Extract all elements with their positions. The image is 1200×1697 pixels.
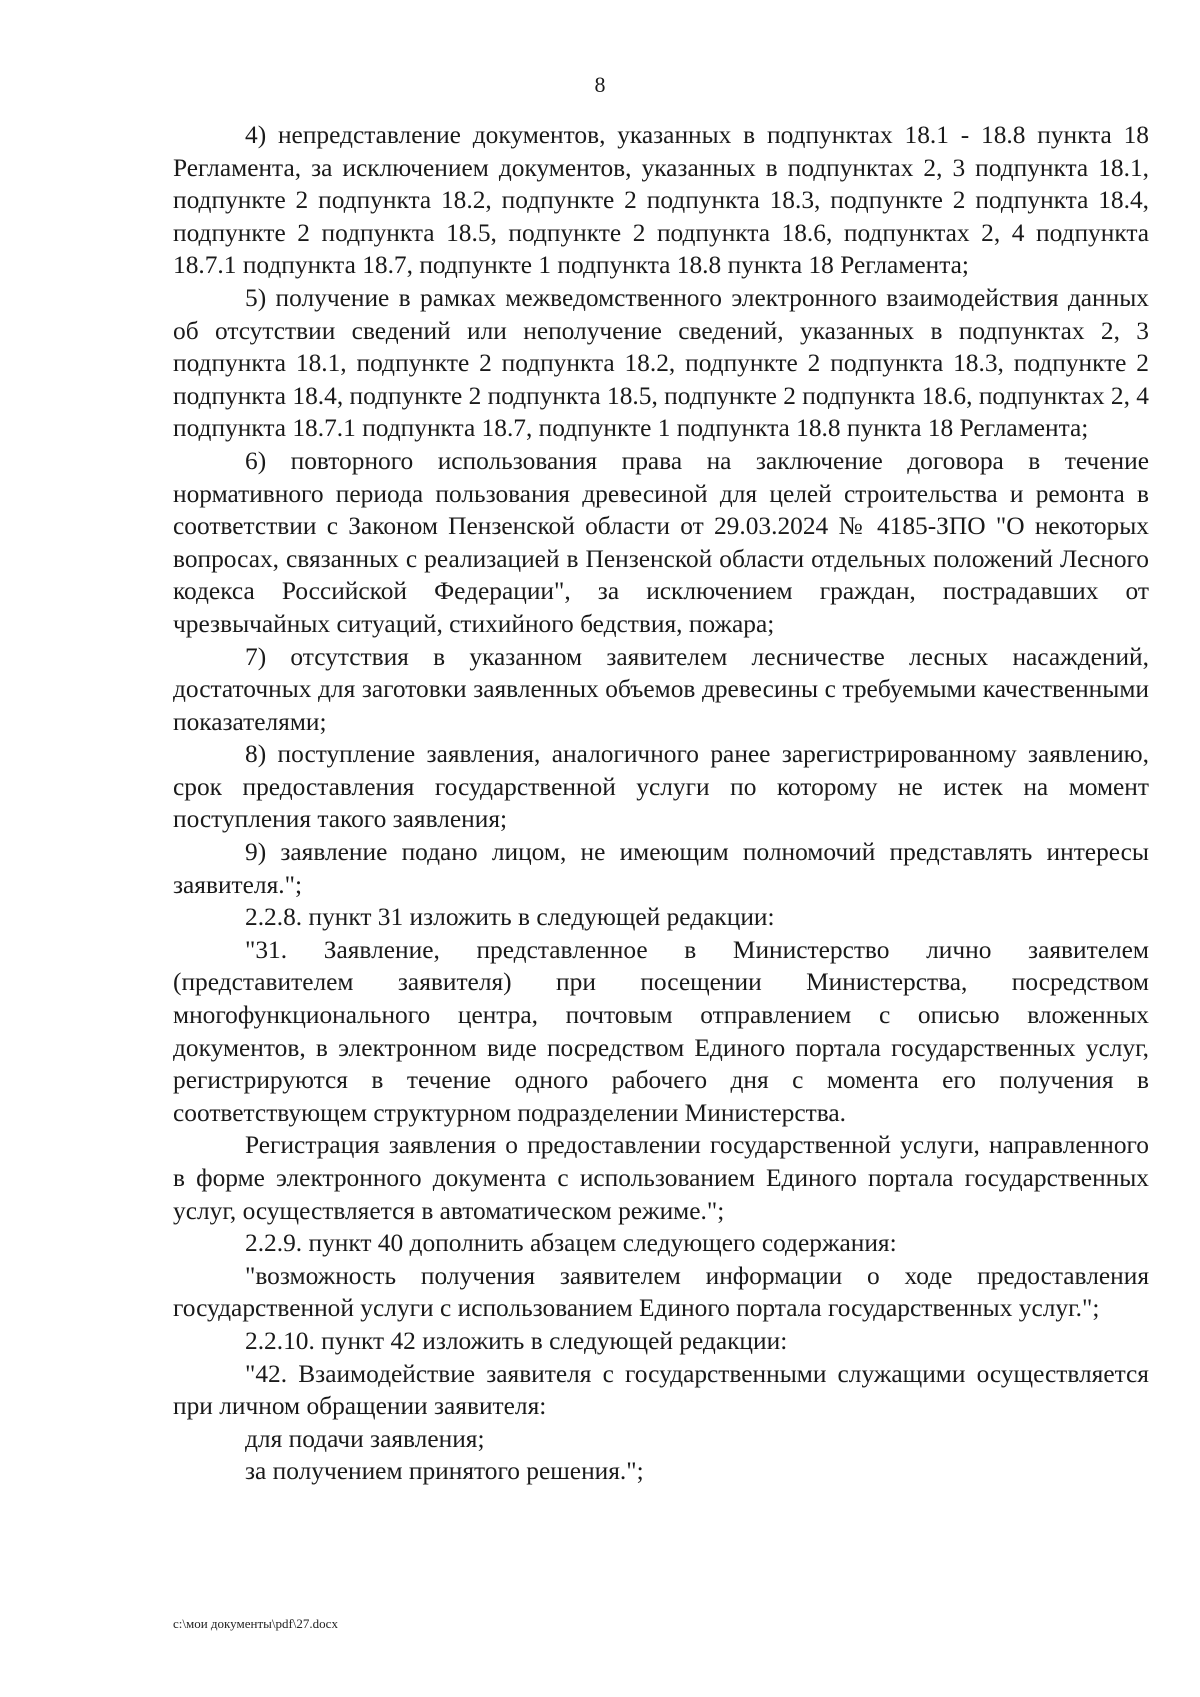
paragraph-point-31: "31. Заявление, представленное в Министерство лично заявителем (представителем заявителя) при посещении Министерства, посредством многофункционального центра, почтовым отправлением с описью вложенных документов, в электронном виде посредством Единого портала государственных услуг, регистрируются в течение одного рабочего дня с момента его получения в соответствующем структурном подразделении Министерства. <box>173 935 1149 1127</box>
paragraph-decision: за получением принятого решения."; <box>245 1457 644 1486</box>
paragraph-item-5: 5) получение в рамках межведомственного электронного взаимодействия данных об отсутствии сведений или неполучение сведений, указанных в подпунктах 2, 3 подпункта 18.1, подпункте 2 подпункта 18.2, подпункте 2 подпункта 18.3, подпункте 2 подпункта 18.4, подпункте 2 подпункта 18.5, подпункте 2 подпункта 18.6, подпунктах 2, 4 подпункта 18.7.1 подпункта 18.7, подпункте 1 подпункта 18.8 пункта 18 Регламента; <box>173 283 1149 443</box>
paragraph-information-possibility: "возможность получения заявителем информации о ходе предоставления государственной услуги с использованием Единого портала государственных услуг."; <box>173 1261 1149 1323</box>
paragraph-2-2-8: 2.2.8. пункт 31 изложить в следующей редакции: <box>245 903 775 932</box>
paragraph-item-8: 8) поступление заявления, аналогичного ранее зарегистрированному заявлению, срок предоставления государственной услуги по которому не истек на момент поступления такого заявления; <box>173 740 1149 834</box>
footer-file-path: c:\мои документы\pdf\27.docx <box>173 1616 338 1631</box>
paragraph-item-9: 9) заявление подано лицом, не имеющим полномочий представлять интересы заявителя."; <box>173 838 1149 899</box>
paragraph-item-7: 7) отсутствия в указанном заявителем лесничестве лесных насаждений, достаточных для заготовки заявленных объемов древесины с требуемыми качественными показателями; <box>173 642 1149 736</box>
document-body <box>173 119 1149 1488</box>
paragraph-2-2-9: 2.2.9. пункт 40 дополнить абзацем следующего содержания: <box>245 1229 897 1258</box>
paragraph-item-6: 6) повторного использования права на заключение договора в течение нормативного периода пользования древесиной для целей строительства и ремонта в соответствии с Законом Пензенской области от 29.03.2024 № 4185-ЗПО "О некоторых вопросах, связанных с реализацией в Пензенской области отдельных положений Лесного кодекса Российской Федерации", за исключением граждан, пострадавших от чрезвычайных ситуаций, стихийного бедствия, пожара; <box>173 446 1149 638</box>
paragraph-submission: для подачи заявления; <box>245 1424 485 1453</box>
paragraph-item-4: 4) непредставление документов, указанных в подпунктах 18.1 - 18.8 пункта 18 Регламента, за исключением документов, указанных в подпунктах 2, 3 подпункта 18.1, подпункте 2 подпункта 18.2, подпункте 2 подпункта 18.3, подпункте 2 подпункта 18.4, подпункте 2 подпункта 18.5, подпункте 2 подпункта 18.6, подпунктах 2, 4 подпункта 18.7.1 подпункта 18.7, подпункте 1 подпункта 18.8 пункта 18 Регламента; <box>173 121 1149 280</box>
paragraph-registration: Регистрация заявления о предоставлении государственной услуги, направленного в форме электронного документа с использованием Единого портала государственных услуг, осуществляется в автоматическом режиме."; <box>173 1131 1149 1225</box>
paragraph-point-42: "42. Взаимодействие заявителя с государственными служащими осуществляется при личном обращении заявителя: <box>173 1359 1149 1421</box>
page-number: 8 <box>594 72 606 97</box>
paragraph-2-2-10: 2.2.10. пункт 42 изложить в следующей редакции: <box>245 1326 788 1355</box>
